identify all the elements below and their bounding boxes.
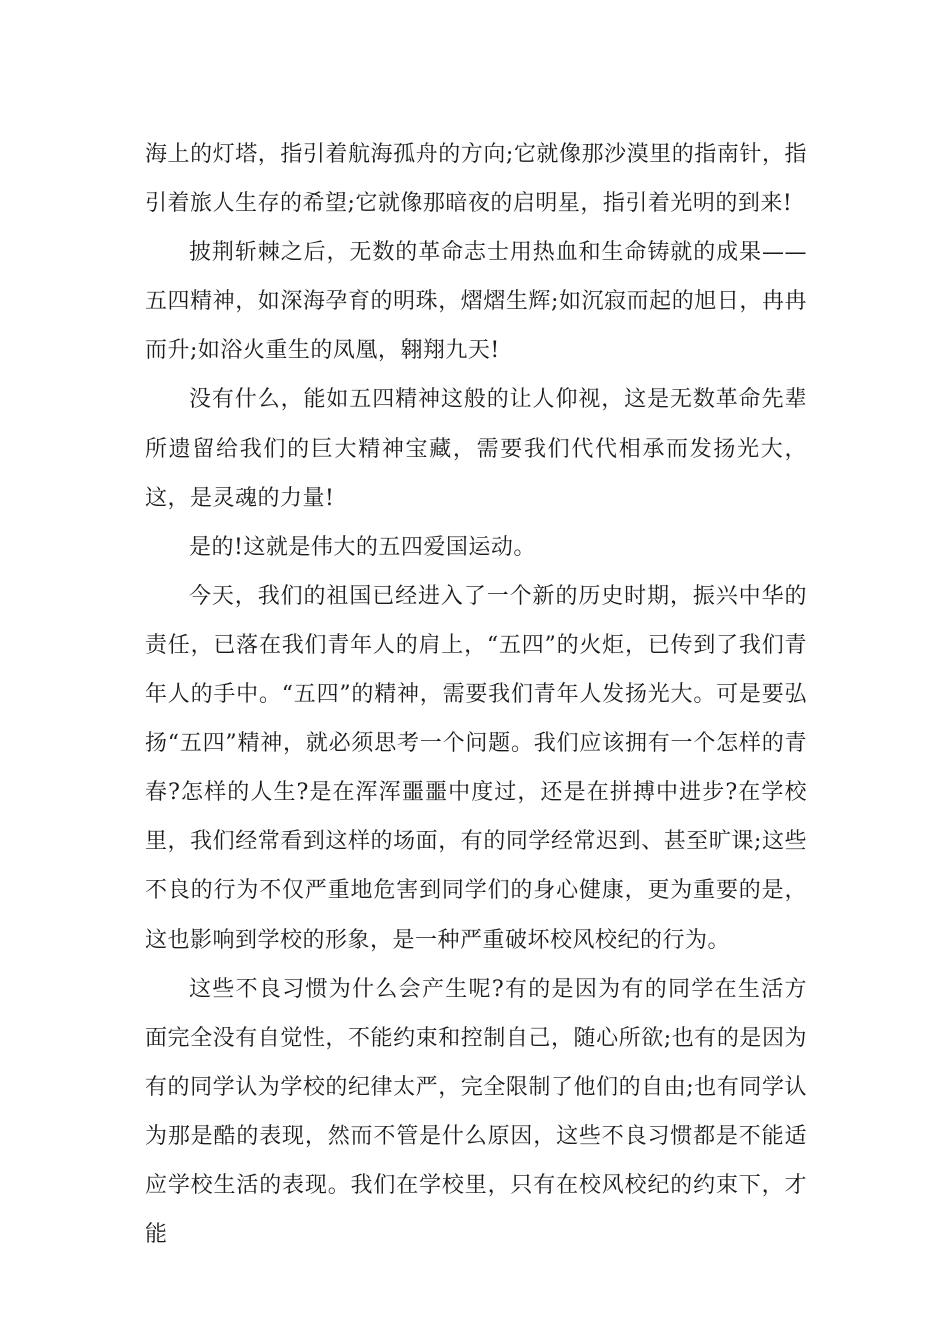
paragraph-2: 披荆斩棘之后，无数的革命志士用热血和生命铸就的成果——五四精神，如深海孕育的明珠，熠熠生辉;如沉寂而起的旭日，冉冉而升;如浴火重生的凤凰，翱翔九天!	[145, 240, 807, 364]
paragraph-1: 海上的灯塔，指引着航海孤舟的方向;它就像那沙漠里的指南针，指引着旅人生存的希望;它就像那暗夜的启明星，指引着光明的到来!	[145, 142, 807, 217]
paragraph-4: 是的!这就是伟大的五四爱国运动。	[189, 534, 536, 560]
document-body	[145, 130, 807, 1259]
paragraph-3: 没有什么，能如五四精神这般的让人仰视，这是无数革命先辈所遗留给我们的巨大精神宝藏，需要我们代代相承而发扬光大，这，是灵魂的力量!	[145, 387, 807, 511]
paragraph-6: 这些不良习惯为什么会产生呢?有的是因为有的同学在生活方面完全没有自觉性，不能约束和控制自己，随心所欲;也有的是因为有的同学认为学校的纪律太严，完全限制了他们的自由;也有同学认为那是酷的表现，然而不管是什么原因，这些不良习惯都是不能适应学校生活的表现。我们在学校里，只有在校风校纪的约束下，才能	[145, 976, 807, 1248]
paragraph-5: 今天，我们的祖国已经进入了一个新的历史时期，振兴中华的责任，已落在我们青年人的肩上，“五四”的火炬，已传到了我们青年人的手中。“五四”的精神，需要我们青年人发扬光大。可是要弘扬“五四”精神，就必须思考一个问题。我们应该拥有一个怎样的青春?怎样的人生?是在浑浑噩噩中度过，还是在拼搏中进步?在学校里，我们经常看到这样的场面，有的同学经常迟到、甚至旷课;这些不良的行为不仅严重地危害到同学们的身心健康，更为重要的是，这也影响到学校的形象，是一种严重破坏校风校纪的行为。	[145, 583, 807, 953]
